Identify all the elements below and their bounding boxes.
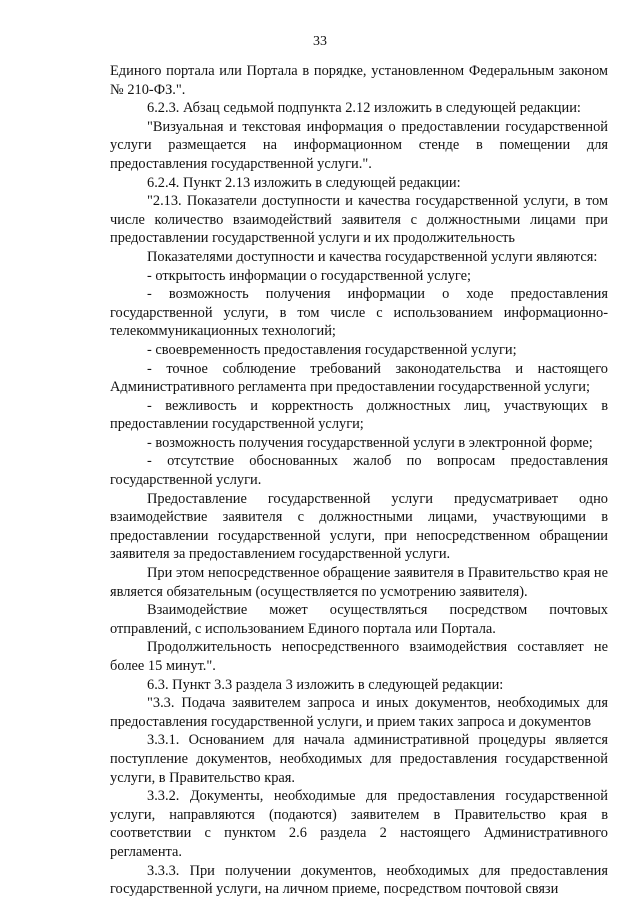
list-item: - точное соблюдение требований законодательства и настоящего Административного регламента при предоставлении государственной услуги; [110, 360, 608, 396]
list-item: - своевременность предоставления государственной услуги; [147, 341, 517, 358]
paragraph: При этом непосредственное обращение заявителя в Правительство края не является обязательным (осуществляется по усмотрению заявителя). [110, 565, 608, 600]
paragraph: 6.2.4. Пункт 2.13 изложить в следующей редакции: [147, 174, 461, 191]
list-item: - возможность получения информации о ходе предоставления государственной услуги, в том числе с использованием информационно-телекоммуникационных технологий; [110, 286, 608, 340]
paragraph: Продолжительность непосредственного взаимодействия составляет не более 15 минут.". [110, 639, 608, 674]
paragraph: Единого портала или Портала в порядке, установленном Федеральным законом № 210-ФЗ.". [110, 63, 608, 98]
list-item: - возможность получения государственной услуги в электронной форме; [147, 434, 593, 451]
paragraph: Взаимодействие может осуществляться посредством почтовых отправлений, с использованием Единого портала или Портала. [110, 602, 608, 637]
list-item: - открытость информации о государственной услуге; [147, 267, 472, 284]
paragraph: Показателями доступности и качества государственной услуги являются: [147, 248, 598, 265]
paragraph: "2.13. Показатели доступности и качества государственной услуги, в том числе количество взаимодействий заявителя с должностными лицами при предоставлении государственной услуги и их продолжительность [110, 193, 608, 247]
paragraph: 3.3.1. Основанием для начала административной процедуры является поступление документов, необходимых для предоставления государственной услуги, в Правительство края. [110, 732, 608, 786]
paragraph: "Визуальная и текстовая информация о предоставлении государственной услуги размещается на информационном стенде в помещении для предоставления государственной услуги.". [110, 118, 608, 172]
paragraph: 6.2.3. Абзац седьмой подпункта 2.12 изложить в следующей редакции: [147, 100, 581, 117]
list-item: - отсутствие обоснованных жалоб по вопросам предоставления государственной услуги. [110, 453, 608, 489]
document-body [110, 62, 608, 899]
paragraph: "3.3. Подача заявителем запроса и иных документов, необходимых для предоставления государственной услуги, и прием таких запроса и документов [110, 695, 608, 730]
paragraph: Предоставление государственной услуги предусматривает одно взаимодействие заявителя с должностными лицами, участвующими в предоставлении государственной услуги, при непосредственном обращении заявителя за предоставлением государственной услуги. [110, 490, 608, 563]
page-number: 33 [313, 34, 327, 49]
paragraph: 6.3. Пункт 3.3 раздела 3 изложить в следующей редакции: [147, 676, 504, 693]
list-item: - вежливость и корректность должностных лиц, участвующих в предоставлении государственной услуги; [110, 397, 608, 433]
paragraph: 3.3.2. Документы, необходимые для предоставления государственной услуги, направляются (подаются) заявителем в Правительство края в соответствии с пунктом 2.6 раздела 2 настоящего Административного регламента. [110, 788, 608, 860]
paragraph: 3.3.3. При получении документов, необходимых для предоставления государственной услуги, на личном приеме, посредством почтовой связи [110, 862, 608, 898]
